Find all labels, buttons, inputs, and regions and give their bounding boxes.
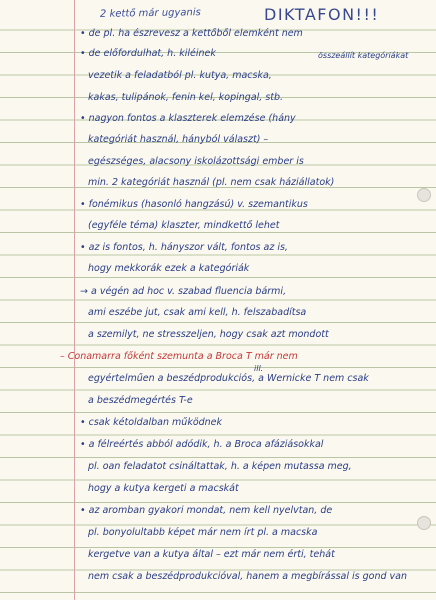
note-line: egyértelműen a beszédprodukciós, a Wernicke T nem csak bbox=[88, 373, 369, 384]
note-line: • az aromban gyakori mondat, nem kell nyelvtan, de bbox=[80, 505, 333, 516]
note-line: hogy mekkorák ezek a kategóriák bbox=[88, 263, 250, 274]
note-line: • fonémikus (hasonló hangzású) v. szemantikus bbox=[80, 199, 308, 210]
note-line: kergetve van a kutya által – ezt már nem érti, tehát bbox=[88, 549, 335, 560]
note-line: min. 2 kategóriát használ (pl. nem csak háziállatok) bbox=[88, 177, 335, 188]
punch-hole bbox=[417, 188, 431, 202]
note-line: hogy a kutya kergeti a macskát bbox=[88, 483, 239, 494]
note-line: a szemilyt, ne stresszeljen, hogy csak azt mondott bbox=[88, 329, 329, 340]
note-line: • a félreértés abból adódik, h. a Broca afáziásokkal bbox=[80, 439, 324, 450]
note-line: ami eszébe jut, csak ami kell, h. felszabadítsa bbox=[88, 307, 307, 318]
note-line: • csak kétoldalban működnek bbox=[80, 417, 223, 428]
note-line: – Conamarra főként szemunta a Broca T már nem bbox=[60, 351, 298, 362]
note-line: vezetik a feladatból pl. kutya, macska, bbox=[88, 70, 272, 81]
header-note: 2 kettő már ugyanis bbox=[99, 7, 201, 20]
note-line: pl. oan feladatot csináltattak, h. a képen mutassa meg, bbox=[88, 461, 352, 472]
note-line: • de pl. ha észrevesz a kettőből elemként nem bbox=[80, 28, 303, 39]
note-line: kakas, tulipánok, fenin kel, kopingal, stb. bbox=[88, 92, 284, 103]
margin-note: ill. bbox=[254, 364, 264, 373]
note-line: • de előfordulhat, h. kiléinek bbox=[80, 48, 216, 59]
note-line: a beszédmegértés T-e bbox=[88, 395, 193, 406]
note-line: kategóriát használ, hányból választ) – bbox=[88, 134, 269, 145]
note-line: • nagyon fontos a klaszterek elemzése (hány bbox=[80, 113, 296, 124]
note-line: egészséges, alacsony iskolázottsági ember is bbox=[88, 156, 304, 167]
note-line: → a végén ad hoc v. szabad fluencia bármi, bbox=[80, 286, 287, 297]
page-title: DIKTAFON!!! bbox=[264, 5, 380, 24]
note-line: pl. bonyolultabb képet már nem írt pl. a macska bbox=[88, 527, 318, 538]
margin-note: összeállít kategóriákat bbox=[318, 51, 409, 60]
punch-hole bbox=[417, 516, 431, 530]
note-line: • az is fontos, h. hányszor vált, fontos az is, bbox=[80, 242, 288, 253]
note-line: nem csak a beszédprodukcióval, hanem a megbírással is gond van bbox=[88, 571, 407, 582]
margin-line bbox=[74, 0, 75, 600]
note-line: (egyféle téma) klaszter, mindkettő lehet bbox=[88, 220, 280, 231]
